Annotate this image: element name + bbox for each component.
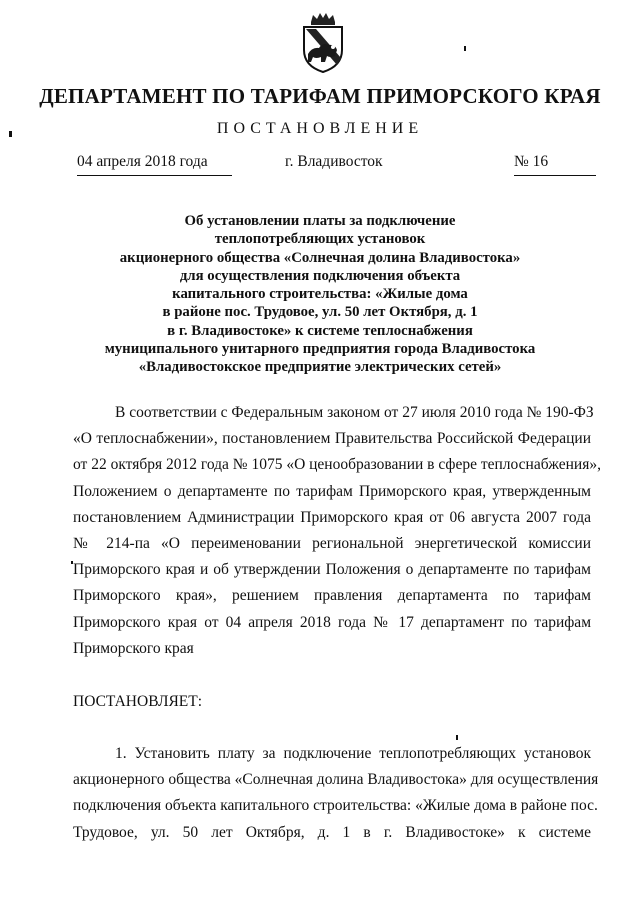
- resolve-heading: ПОСТАНОВЛЯЕТ:: [73, 693, 203, 710]
- item-1-line: Трудовое, ул. 50 лет Октября, д. 1 в г. Владивостоке» к системе: [73, 823, 591, 841]
- scan-speck: [9, 131, 12, 137]
- subject-line: в г. Владивостоке» к системе теплоснабжения: [167, 322, 473, 339]
- scan-speck: [71, 561, 73, 564]
- document-date: 04 апреля 2018 года: [77, 153, 232, 176]
- scan-speck: [464, 46, 466, 51]
- preamble-line: Приморского края: [73, 639, 194, 657]
- preamble-line: от 22 октября 2012 года № 1075 «О ценообразовании в сфере теплоснабжения»,: [73, 456, 601, 474]
- preamble-line: «О теплоснабжении», постановлением Правительства Российской Федерации: [73, 430, 591, 448]
- preamble-line: Приморского края и об утверждении Положения о департаменте по тарифам: [73, 561, 591, 579]
- item-1-paragraph: [73, 741, 599, 846]
- document-number: № 16: [514, 153, 596, 176]
- subject-line: акционерного общества «Солнечная долина Владивостока»: [119, 249, 521, 266]
- subject-line: капитального строительства: «Жилые дома: [172, 286, 468, 303]
- scan-speck: [456, 735, 458, 740]
- item-1-line: подключения объекта капитального строительства: «Жилые дома в районе пос.: [73, 797, 598, 815]
- item-1-line: акционерного общества «Солнечная долина Владивостока» для осуществления: [73, 771, 599, 789]
- organization-title: ДЕПАРТАМЕНТ ПО ТАРИФАМ ПРИМОРСКОГО КРАЯ: [39, 84, 601, 108]
- document-subject: [0, 212, 640, 377]
- document-city: г. Владивосток: [285, 153, 383, 170]
- preamble-line: Положением о департаменте по тарифам Приморского края, утвержденным: [73, 482, 591, 500]
- preamble-line: Приморского края», решением правления департамента по тарифам: [73, 587, 591, 605]
- coat-of-arms-icon: [299, 12, 347, 74]
- subject-line: «Владивостокское предприятие электрических сетей»: [138, 359, 502, 376]
- preamble-paragraph: [73, 400, 601, 662]
- preamble-line: № 214-па «О переименовании региональной энергетической комиссии: [73, 534, 591, 552]
- subject-line: Об установлении платы за подключение: [184, 213, 456, 229]
- subject-line: в районе пос. Трудовое, ул. 50 лет Октября, д. 1: [162, 304, 478, 321]
- item-1-line: 1. Установить плату за подключение теплопотребляющих установок: [115, 745, 591, 762]
- preamble-line: В соответствии с Федеральным законом от 27 июля 2010 года № 190-ФЗ: [115, 404, 594, 421]
- subject-line: муниципального унитарного предприятия города Владивостока: [104, 341, 536, 358]
- preamble-line: постановлением Администрации Приморского края от 06 августа 2007 года: [73, 508, 591, 526]
- subject-line: теплопотребляющих установок: [214, 231, 426, 248]
- preamble-line: Приморского края от 04 апреля 2018 года № 17 департамент по тарифам: [73, 613, 591, 631]
- subject-line: для осуществления подключения объекта: [179, 267, 461, 284]
- document-type: ПОСТАНОВЛЕНИЕ: [216, 120, 424, 137]
